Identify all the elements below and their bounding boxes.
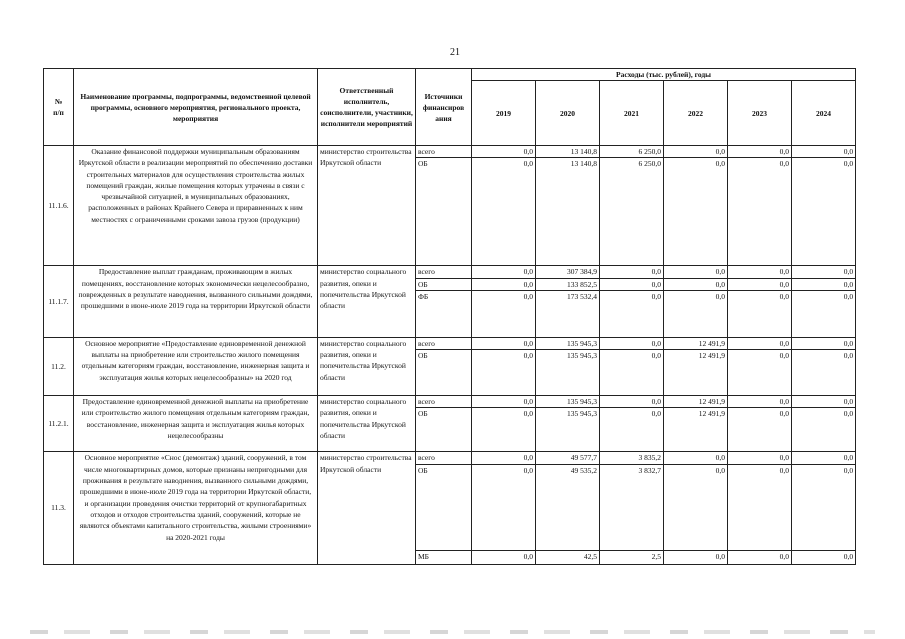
expense-value: 0,0 <box>792 146 856 158</box>
header-name: Наименование программы, подпрограммы, ведомственной целевой программы, основного мероприятия, регионального проекта, мероприятия <box>74 69 318 146</box>
expense-value: 0,0 <box>664 550 728 564</box>
expense-value: 0,0 <box>472 290 536 337</box>
expense-value: 0,0 <box>600 290 664 337</box>
expense-value: 12 491,9 <box>664 408 728 452</box>
expense-value: 3 835,2 <box>600 452 664 464</box>
row-responsible: министерство строительства Иркутской области <box>318 146 416 266</box>
header-expenses: Расходы (тыс. рублей), годы <box>472 69 856 81</box>
expenses-table <box>43 68 856 565</box>
funding-source: ОБ <box>416 408 472 452</box>
header-year: 2022 <box>664 81 728 146</box>
expense-value: 0,0 <box>792 337 856 349</box>
funding-source: всего <box>416 452 472 464</box>
expense-value: 0,0 <box>664 464 728 550</box>
expense-value: 0,0 <box>728 290 792 337</box>
expense-value: 0,0 <box>664 452 728 464</box>
funding-source: ОБ <box>416 350 472 396</box>
expense-value: 12 491,9 <box>664 337 728 349</box>
expense-value: 135 945,3 <box>536 396 600 408</box>
table-body <box>44 146 856 565</box>
expense-value: 133 852,5 <box>536 278 600 290</box>
expense-value: 49 535,2 <box>536 464 600 550</box>
expense-value: 0,0 <box>792 350 856 396</box>
row-name: Предоставление выплат гражданам, проживающим в жилых помещениях, восстановление которых экономически нецелесообразно, поврежденных в результате наводнения, вызванного сильными дождями, прошедшими в июне-июле 2019 года на территории Иркутской области <box>74 266 318 338</box>
expense-value: 0,0 <box>472 452 536 464</box>
header-year: 2019 <box>472 81 536 146</box>
header-year: 2024 <box>792 81 856 146</box>
row-name: Предоставление единовременной денежной выплаты на приобретение или строительство жилого помещения отдельным категориям граждан, восстановление, инженерная защита и эксплуатация жилья которых нецелесообразны <box>74 396 318 452</box>
expense-value: 0,0 <box>472 408 536 452</box>
row-code: 11.2.1. <box>44 396 74 452</box>
expense-value: 42,5 <box>536 550 600 564</box>
row-responsible: министерство строительства Иркутской области <box>318 452 416 564</box>
expense-value: 6 250,0 <box>600 158 664 266</box>
expense-value: 0,0 <box>728 278 792 290</box>
header-sources: Источники финансиров ания <box>416 69 472 146</box>
expense-value: 0,0 <box>472 158 536 266</box>
table-row <box>44 452 856 464</box>
expense-value: 0,0 <box>792 290 856 337</box>
expense-value: 0,0 <box>728 350 792 396</box>
scan-edge-artifact <box>30 630 875 634</box>
expense-value: 0,0 <box>792 550 856 564</box>
expense-value: 0,0 <box>728 158 792 266</box>
expense-value: 135 945,3 <box>536 350 600 396</box>
expense-value: 0,0 <box>792 278 856 290</box>
expense-value: 0,0 <box>792 266 856 278</box>
expense-value: 0,0 <box>472 278 536 290</box>
expense-value: 12 491,9 <box>664 350 728 396</box>
table-header <box>44 69 856 146</box>
row-name: Оказание финансовой поддержки муниципальным образованиям Иркутской области в реализации мероприятий по обеспечению доставки строительных материалов для осуществления строительства жилых помещений граждан, жилые помещения которых утрачены в связи с чрезвычайной ситуацией, в муниципальных образованиях, расположенных в районах Крайнего Севера и приравненных к ним местностях с ограниченными сроками завоза грузов (продукции) <box>74 146 318 266</box>
expense-value: 135 945,3 <box>536 337 600 349</box>
expense-value: 0,0 <box>600 408 664 452</box>
funding-source: всего <box>416 266 472 278</box>
expense-value: 0,0 <box>664 290 728 337</box>
expense-value: 0,0 <box>664 266 728 278</box>
expense-value: 0,0 <box>472 464 536 550</box>
row-code: 11.1.6. <box>44 146 74 266</box>
expense-value: 49 577,7 <box>536 452 600 464</box>
header-num: № п/п <box>44 69 74 146</box>
expense-value: 6 250,0 <box>600 146 664 158</box>
header-year: 2020 <box>536 81 600 146</box>
expense-value: 12 491,9 <box>664 396 728 408</box>
funding-source: ФБ <box>416 290 472 337</box>
expense-value: 0,0 <box>728 408 792 452</box>
funding-source: МБ <box>416 550 472 564</box>
expense-value: 0,0 <box>664 146 728 158</box>
expense-value: 0,0 <box>600 337 664 349</box>
expense-value: 0,0 <box>600 278 664 290</box>
row-responsible: министерство социального развития, опеки и попечительства Иркутской области <box>318 337 416 395</box>
expense-value: 0,0 <box>472 396 536 408</box>
expense-value: 0,0 <box>728 396 792 408</box>
row-code: 11.1.7. <box>44 266 74 338</box>
expense-value: 0,0 <box>728 452 792 464</box>
expense-value: 0,0 <box>472 146 536 158</box>
row-name: Основное мероприятие «Предоставление единовременной денежной выплаты на приобретение или строительство жилого помещения отдельным категориям граждан, восстановление, инженерная защита и эксплуатация жилья которых нецелесообразны» на 2020 год <box>74 337 318 395</box>
expense-value: 0,0 <box>472 266 536 278</box>
expense-value: 0,0 <box>472 550 536 564</box>
funding-source: всего <box>416 146 472 158</box>
expense-value: 0,0 <box>792 158 856 266</box>
expense-value: 3 832,7 <box>600 464 664 550</box>
table-row <box>44 396 856 408</box>
table-row <box>44 266 856 278</box>
funding-source: всего <box>416 396 472 408</box>
table-row <box>44 337 856 349</box>
expense-value: 13 140,8 <box>536 146 600 158</box>
funding-source: ОБ <box>416 158 472 266</box>
expense-value: 0,0 <box>728 266 792 278</box>
expense-value: 0,0 <box>792 464 856 550</box>
expense-value: 0,0 <box>728 146 792 158</box>
row-responsible: министерство социального развития, опеки и попечительства Иркутской области <box>318 266 416 338</box>
expense-value: 0,0 <box>472 337 536 349</box>
expense-value: 0,0 <box>728 550 792 564</box>
expense-value: 0,0 <box>472 350 536 396</box>
expense-value: 0,0 <box>792 408 856 452</box>
expense-value: 0,0 <box>600 396 664 408</box>
expense-value: 0,0 <box>664 278 728 290</box>
expense-value: 307 384,9 <box>536 266 600 278</box>
expense-value: 0,0 <box>728 464 792 550</box>
expense-value: 0,0 <box>792 452 856 464</box>
expense-value: 2,5 <box>600 550 664 564</box>
funding-source: всего <box>416 337 472 349</box>
header-year: 2021 <box>600 81 664 146</box>
header-year: 2023 <box>728 81 792 146</box>
row-responsible: министерство социального развития, опеки и попечительства Иркутской области <box>318 396 416 452</box>
row-code: 11.2. <box>44 337 74 395</box>
funding-source: ОБ <box>416 464 472 550</box>
expense-value: 0,0 <box>664 158 728 266</box>
expense-value: 0,0 <box>792 396 856 408</box>
expense-value: 173 532,4 <box>536 290 600 337</box>
funding-source: ОБ <box>416 278 472 290</box>
expense-value: 135 945,3 <box>536 408 600 452</box>
expense-value: 0,0 <box>600 350 664 396</box>
table-row <box>44 146 856 158</box>
row-code: 11.3. <box>44 452 74 564</box>
expense-value: 0,0 <box>728 337 792 349</box>
page-number: 21 <box>450 47 460 58</box>
row-name: Основное мероприятие «Снос (демонтаж) зданий, сооружений, в том числе многоквартирных домов, которые признаны непригодными для проживания в результате наводнения, вызванного сильными дождями, прошедшими в июне-июле 2019 года на территории Иркутской области, и организации проведения очистки территорий от крупногабаритных отходов и отходов строительства зданий, сооружений, которые не являются объектами капитального строительства, жилыми строениями» на 2020-2021 годы <box>74 452 318 564</box>
expense-value: 13 140,8 <box>536 158 600 266</box>
expense-value: 0,0 <box>600 266 664 278</box>
header-responsible: Ответственный исполнитель, соисполнители, участники, исполнители мероприятий <box>318 69 416 146</box>
